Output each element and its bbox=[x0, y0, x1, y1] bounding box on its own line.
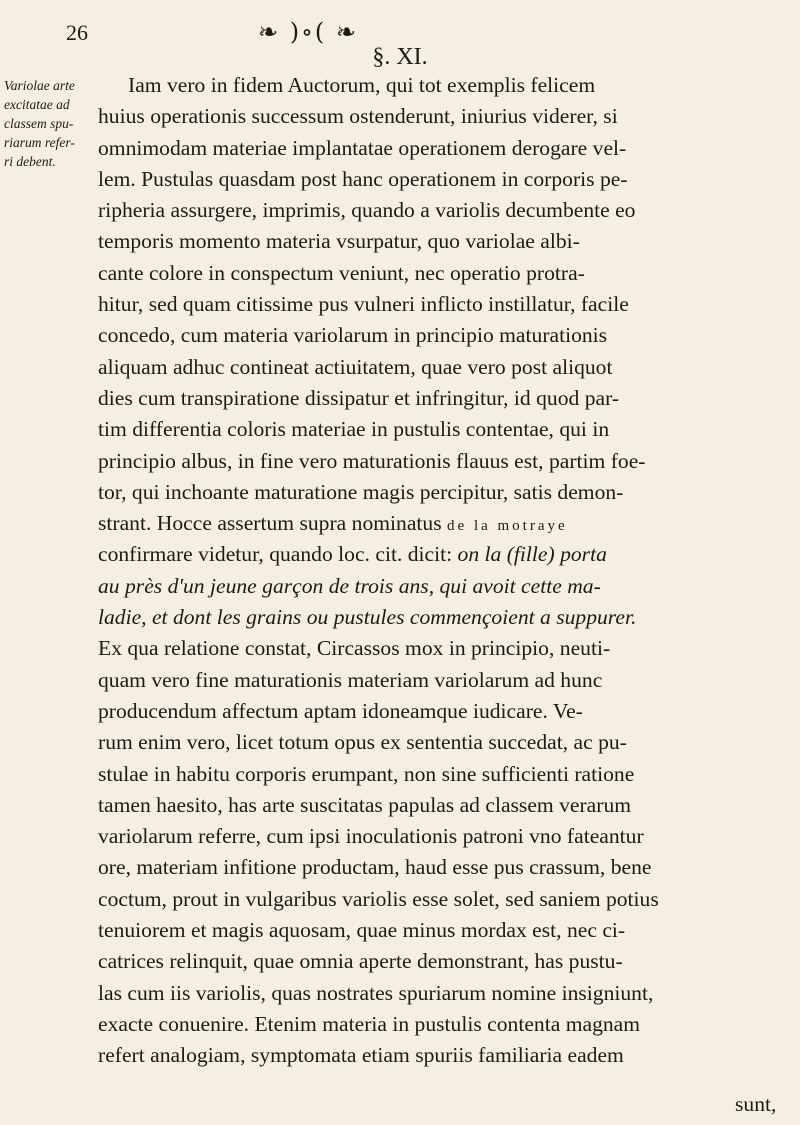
text-line: Iam vero in fidem Auctorum, qui tot exemplis felicem bbox=[128, 73, 596, 97]
text-line: dies cum transpiratione dissipatur et infringitur, id quod par- bbox=[98, 385, 620, 410]
margin-note-line: classem spu- bbox=[4, 116, 74, 131]
text-line: variolarum referre, cum ipsi inoculationis patroni vno fateantur bbox=[98, 824, 644, 849]
text-line: ore, materiam infitione productam, haud esse pus crassum, bene bbox=[98, 855, 652, 880]
text-line: tamen haesito, has arte suscitatas papulas ad classem verarum bbox=[98, 792, 632, 817]
text-line: coctum, prout in vulgaribus variolis esse solet, sed saniem potius bbox=[98, 886, 659, 911]
text-line: lem. Pustulas quasdam post hanc operationem in corporis pe- bbox=[98, 166, 628, 191]
author-name: de la motraye bbox=[447, 518, 568, 535]
text-line: tim differentia coloris materiae in pustulis contentae, qui in bbox=[98, 417, 610, 442]
text-line: temporis momento materia vsurpatur, quo variolae albi- bbox=[98, 229, 580, 254]
text-line: producendum affectum aptam idoneamque iudicare. Ve- bbox=[98, 698, 583, 723]
page-number: 26 bbox=[66, 20, 88, 45]
text-line: huius operationis successum ostenderunt, iniurius viderer, si bbox=[98, 104, 618, 129]
quote-line: au près d'un jeune garçon de trois ans, qui avoit cette ma- bbox=[98, 573, 601, 598]
text-line: stulae in habitu corporis erumpant, non sine sufficienti ratione bbox=[98, 761, 635, 786]
margin-note-line: excitatae ad bbox=[4, 97, 70, 112]
text-line: omnimodam materiae implantatae operationem derogare vel- bbox=[98, 135, 627, 160]
paragraph bbox=[98, 70, 798, 1072]
margin-note bbox=[4, 76, 86, 171]
text-line: tenuiorem et magis aquosam, quae minus mordax est, nec ci- bbox=[98, 918, 626, 943]
header-ornament: ❧ )∘( ❧ bbox=[258, 18, 358, 46]
text-segment: strant. Hocce assertum supra nominatus bbox=[98, 511, 442, 536]
quote-line: ladie, et dont les grains ou pustules commençoient a suppurer. bbox=[98, 605, 637, 630]
text-line: las cum iis variolis, quas nostrates spuriarum nomine insigniunt, bbox=[98, 980, 654, 1005]
text-segment: confirmare videtur, quando loc. cit. dicit: bbox=[98, 542, 453, 567]
text-line: quam vero fine maturationis materiam variolarum ad hunc bbox=[98, 667, 603, 692]
margin-note-line: ri debent. bbox=[4, 154, 56, 169]
margin-note-line: riarum refer- bbox=[4, 135, 75, 150]
text-line: exacte conuenire. Etenim materia in pustulis contenta magnam bbox=[98, 1011, 641, 1036]
text-line: principio albus, in fine vero maturationis flauus est, partim foe- bbox=[98, 448, 646, 473]
margin-note-line: Variolae arte bbox=[4, 78, 75, 93]
text-line: cante colore in conspectum veniunt, nec operatio protra- bbox=[98, 260, 585, 285]
text-line: refert analogiam, symptomata etiam spuriis familiaria eadem bbox=[98, 1043, 624, 1068]
text-line: catrices relinquit, quae omnia aperte demonstrant, has pustu- bbox=[98, 949, 623, 974]
text-line: rum enim vero, licet totum opus ex sententia succedat, ac pu- bbox=[98, 730, 627, 755]
text-line: ripheria assurgere, imprimis, quando a variolis decumbente eo bbox=[98, 198, 636, 223]
quote-text: on la (fille) porta bbox=[457, 542, 607, 567]
catchword: sunt, bbox=[735, 1092, 777, 1116]
text-line: tor, qui inchoante maturatione magis percipitur, satis demon- bbox=[98, 479, 624, 504]
text-line: aliquam adhuc contineat actiuitatem, quae vero post aliquot bbox=[98, 354, 613, 379]
section-heading: §. XI. bbox=[372, 44, 428, 70]
text-line bbox=[98, 539, 798, 570]
text-line: hitur, sed quam citissime pus vulneri inflicto instillatur, facile bbox=[98, 292, 629, 317]
text-line bbox=[98, 508, 798, 539]
text-line: Ex qua relatione constat, Circassos mox in principio, neuti- bbox=[98, 636, 611, 661]
text-line: concedo, cum materia variolarum in principio maturationis bbox=[98, 323, 608, 348]
